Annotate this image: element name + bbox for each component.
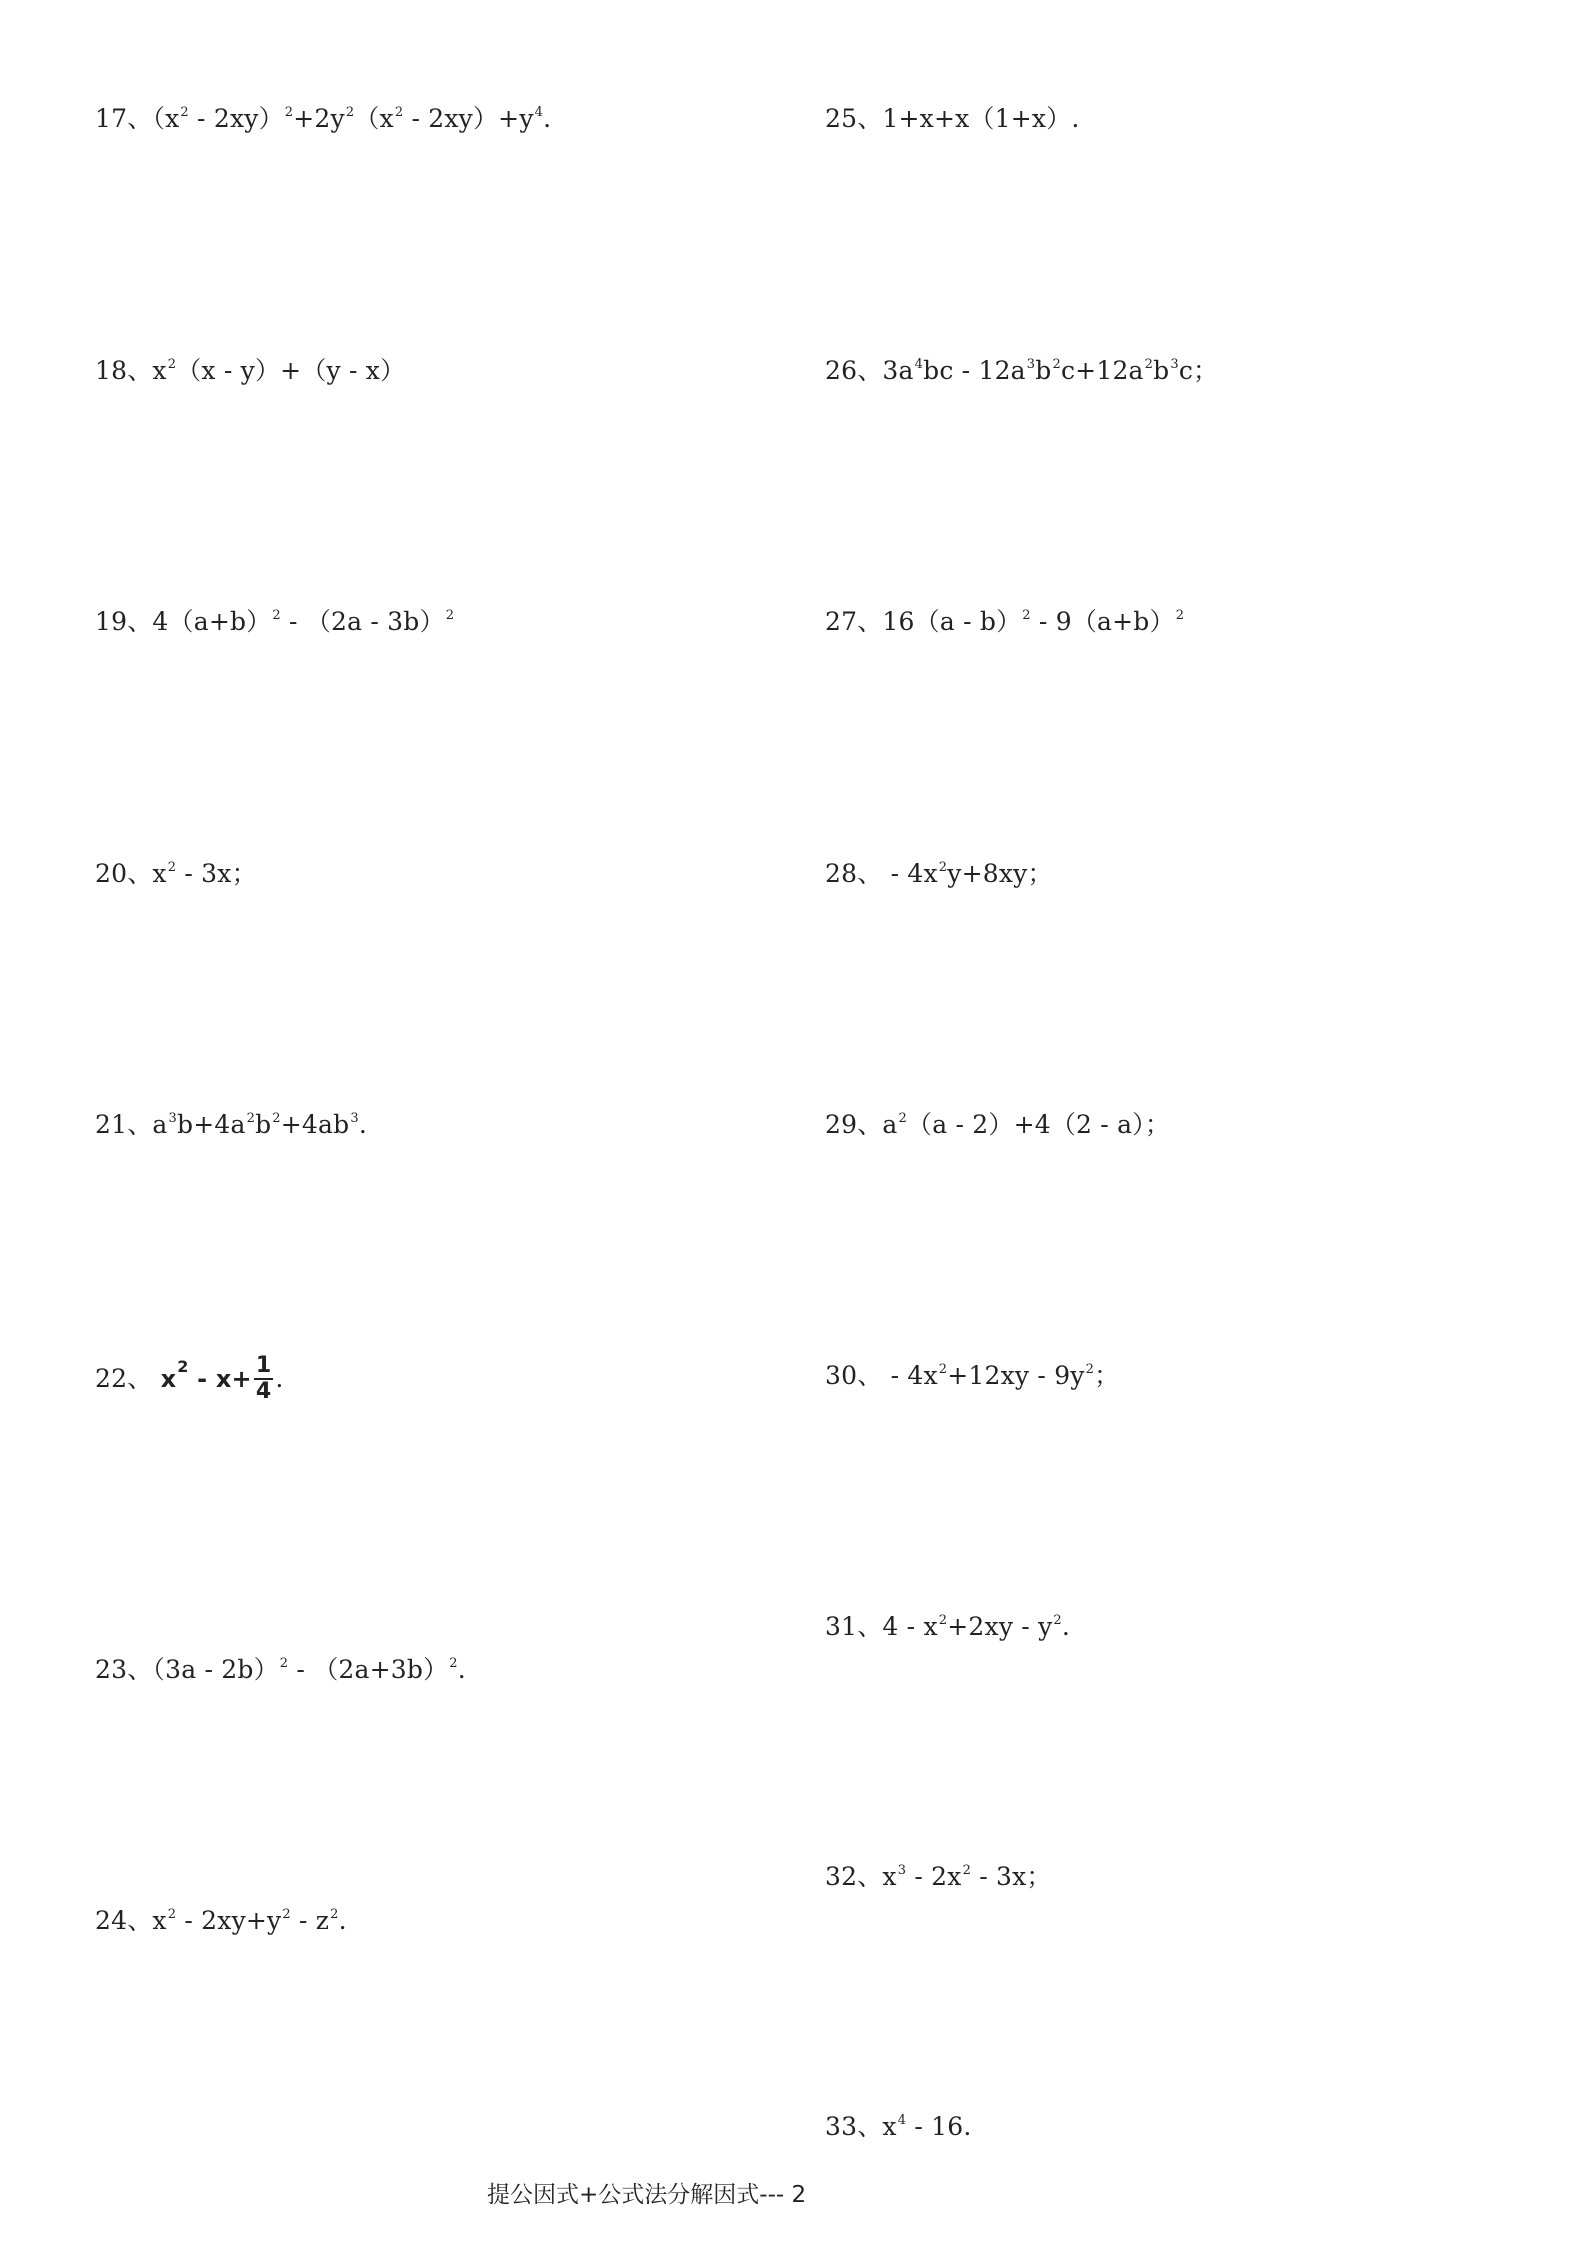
page-footer: 提公因式+公式法分解因式--- 2 — [487, 2182, 807, 2208]
problem-number: 29、 — [825, 1110, 883, 1139]
problem-number: 26、 — [825, 356, 883, 385]
problem-number: 24、 — [95, 1906, 153, 1935]
problem-number: 20、 — [95, 859, 153, 888]
problem-number: 32、 — [825, 1862, 883, 1891]
problem-20: 20、$x^2 - 3x$； — [95, 859, 257, 888]
fraction-numerator: 1 — [255, 1353, 272, 1378]
problem-23: 23、$(3a - 2b)^2 - (2a+3b)^2$. — [95, 1655, 466, 1684]
problem-number: 17、 — [95, 104, 153, 133]
problem-30: 30、 - $4x^2+12xy - 9y^2$； — [825, 1361, 1120, 1390]
fraction-denominator: 4 — [255, 1379, 272, 1404]
problem-26: 26、$3a^4bc - 12a^3b^2c+12a^2b^3c$； — [825, 356, 1219, 385]
problem-33: 33、$x^4 - 16$. — [825, 2112, 972, 2141]
problem-21: 21、$a^3b+4a^2b^2+4ab^3$. — [95, 1110, 367, 1139]
problem-number: 31、 — [825, 1612, 883, 1641]
problem-number: 28、 — [825, 859, 883, 888]
problem-number: 21、 — [95, 1110, 153, 1139]
problem-number: 18、 — [95, 356, 153, 385]
problem-number: 27、 — [825, 607, 883, 636]
problem-31: 31、$4 - x^2+2xy - y^2$. — [825, 1612, 1071, 1641]
fraction — [254, 1355, 274, 1403]
problem-number: 33、 — [825, 2112, 883, 2141]
problem-number: 19、 — [95, 607, 153, 636]
problem-number: 25、 — [825, 104, 883, 133]
problem-24: 24、$x^2 - 2xy+y^2 - z^2$. — [95, 1906, 347, 1935]
problem-number: 22、 — [95, 1364, 153, 1393]
problem-29: 29、$a^2(a - 2)+4(2 - a)$； — [825, 1110, 1171, 1139]
problem-32: 32、$x^3 - 2x^2 - 3x$； — [825, 1862, 1052, 1891]
problem-25: 25、1+x+x（1+x）. — [825, 104, 1080, 133]
problem-27: 27、$16(a - b)^2 - 9(a+b)^2$ — [825, 607, 1185, 636]
problem-number: 23、 — [95, 1655, 153, 1684]
problem-22-expression: $x^2 - x+$ — [160, 1357, 252, 1393]
problem-17: 17、$(x^2 - 2xy)^2+2y^2(x^2 - 2xy)+y^4$. — [95, 104, 552, 133]
problem-number: 30、 — [825, 1361, 883, 1390]
problem-19: 19、$4(a+b)^2 - (2a - 3b)^2$ — [95, 607, 455, 636]
problem-22: 22、 $x^2 - x+$ $\frac{1}{4}$ . — [95, 1353, 284, 1404]
problem-28: 28、 - $4x^2y+8xy$； — [825, 859, 1053, 888]
problem-18: 18、$x^2(x - y)+(y - x)$ — [95, 356, 406, 385]
